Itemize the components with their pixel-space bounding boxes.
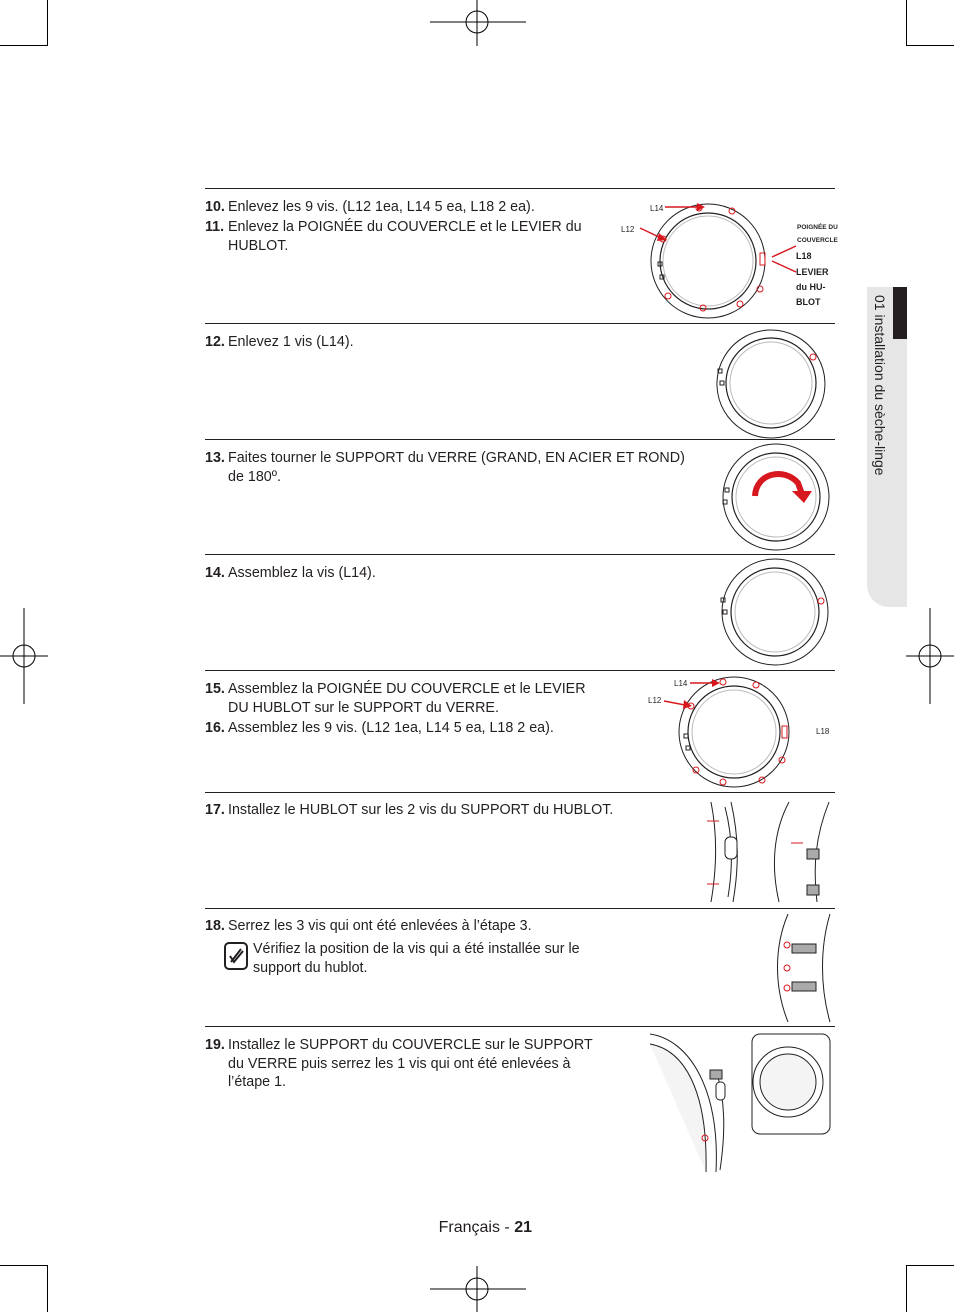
label-l18: L18: [796, 251, 812, 261]
registration-mark: [430, 1266, 526, 1312]
cover-support-diagram: [650, 1030, 830, 1172]
step-text: Enlevez 1 vis (L14).: [228, 334, 354, 350]
step-10: [205, 198, 605, 217]
registration-mark: [0, 608, 48, 704]
divider: [205, 188, 835, 189]
step-number: 15.: [205, 681, 225, 697]
label-l12: L12: [648, 696, 662, 705]
divider: [205, 670, 835, 671]
step-16: [205, 719, 605, 738]
hinge-diagram-install: [703, 797, 833, 903]
divider: [205, 323, 835, 324]
step-text: Assemblez la vis (L14).: [228, 565, 376, 581]
divider: [205, 554, 835, 555]
step-number: 10.: [205, 199, 225, 215]
label-l12: L12: [621, 225, 635, 234]
label-l14: L14: [674, 679, 688, 688]
chapter-tab-label: [868, 295, 892, 595]
arrow-l12: [640, 226, 668, 242]
arrow-l12-b: [664, 699, 692, 709]
note: [253, 940, 593, 977]
crop-mark: [47, 1265, 48, 1312]
step-18: [205, 917, 625, 936]
crop-mark: [906, 45, 954, 46]
arrow-l18: [766, 244, 796, 274]
step-number: 12.: [205, 334, 225, 350]
note-icon: [224, 942, 248, 970]
step-text: Installez le HUBLOT sur les 2 vis du SUPPORT du HUBLOT.: [228, 802, 614, 818]
crop-mark: [0, 45, 48, 46]
step-12: [205, 333, 605, 352]
step-text: Installez le SUPPORT du COUVERCLE sur le SUPPORT du VERRE puis serrez les 1 vis qui ont été enlevées à l’étape 1.: [228, 1037, 593, 1090]
step-17: [205, 801, 645, 820]
chapter-title: 01 installation du sèche-linge: [872, 295, 888, 476]
step-text: Assemblez les 9 vis. (L12 1ea, L14 5 ea, L18 2 ea).: [228, 720, 554, 736]
arrow-l14-b: [690, 679, 720, 687]
step-number: 19.: [205, 1037, 225, 1053]
label-poignee: POIGNÉE DU COUVERCLE: [797, 224, 838, 244]
label-l18: L18: [816, 727, 830, 736]
step-text: Enlevez la POIGNÉE du COUVERCLE et le LEVIER du HUBLOT.: [228, 219, 582, 254]
step-text: Serrez les 3 vis qui ont été enlevées à l’étape 3.: [228, 918, 532, 934]
step-number: 13.: [205, 450, 225, 466]
divider: [205, 792, 835, 793]
crop-mark: [906, 1265, 954, 1266]
arrow-l14: [665, 203, 705, 211]
door-diagram-remove-screws: [650, 200, 770, 320]
crop-mark: [906, 0, 907, 46]
step-11: [205, 218, 605, 255]
divider: [205, 439, 835, 440]
divider: [205, 1026, 835, 1027]
door-diagram-assemble-l14: [718, 558, 832, 666]
step-text: Faites tourner le SUPPORT du VERRE (GRAND, EN ACIER ET ROND) de 180º.: [228, 450, 685, 485]
door-diagram-remove-l14: [712, 328, 830, 436]
step-number: 16.: [205, 720, 225, 736]
label-levier: LEVIER du HU-BLOT: [796, 267, 829, 307]
registration-mark: [906, 608, 954, 704]
step-text: Enlevez les 9 vis. (L12 1ea, L14 5 ea, L18 2 ea).: [228, 199, 535, 215]
crop-mark: [906, 1265, 907, 1312]
step-number: 14.: [205, 565, 225, 581]
page-footer: [400, 1219, 532, 1237]
step-text: Assemblez la POIGNÉE DU COUVERCLE et le LEVIER DU HUBLOT sur le SUPPORT du VERRE.: [228, 681, 586, 716]
step-number: 18.: [205, 918, 225, 934]
registration-mark: [430, 0, 526, 46]
hinge-diagram-tighten: [770, 912, 836, 1024]
divider: [205, 908, 835, 909]
door-diagram-rotate: [720, 443, 832, 551]
page-number: 21: [514, 1219, 532, 1236]
step-14: [205, 564, 605, 583]
step-19: [205, 1036, 605, 1092]
step-number: 11.: [205, 219, 225, 235]
crop-mark: [0, 1265, 48, 1266]
crop-mark: [47, 0, 48, 46]
step-15: [205, 680, 605, 717]
step-number: 17.: [205, 802, 225, 818]
note-text: Vérifiez la position de la vis qui a été installée sur le support du hublot.: [253, 941, 580, 976]
step-13: [205, 449, 695, 486]
footer-language: Français -: [438, 1219, 515, 1236]
label-l14: L14: [650, 204, 664, 213]
door-diagram-assemble-screws: [676, 676, 796, 790]
chapter-tab-marker: [893, 287, 907, 339]
